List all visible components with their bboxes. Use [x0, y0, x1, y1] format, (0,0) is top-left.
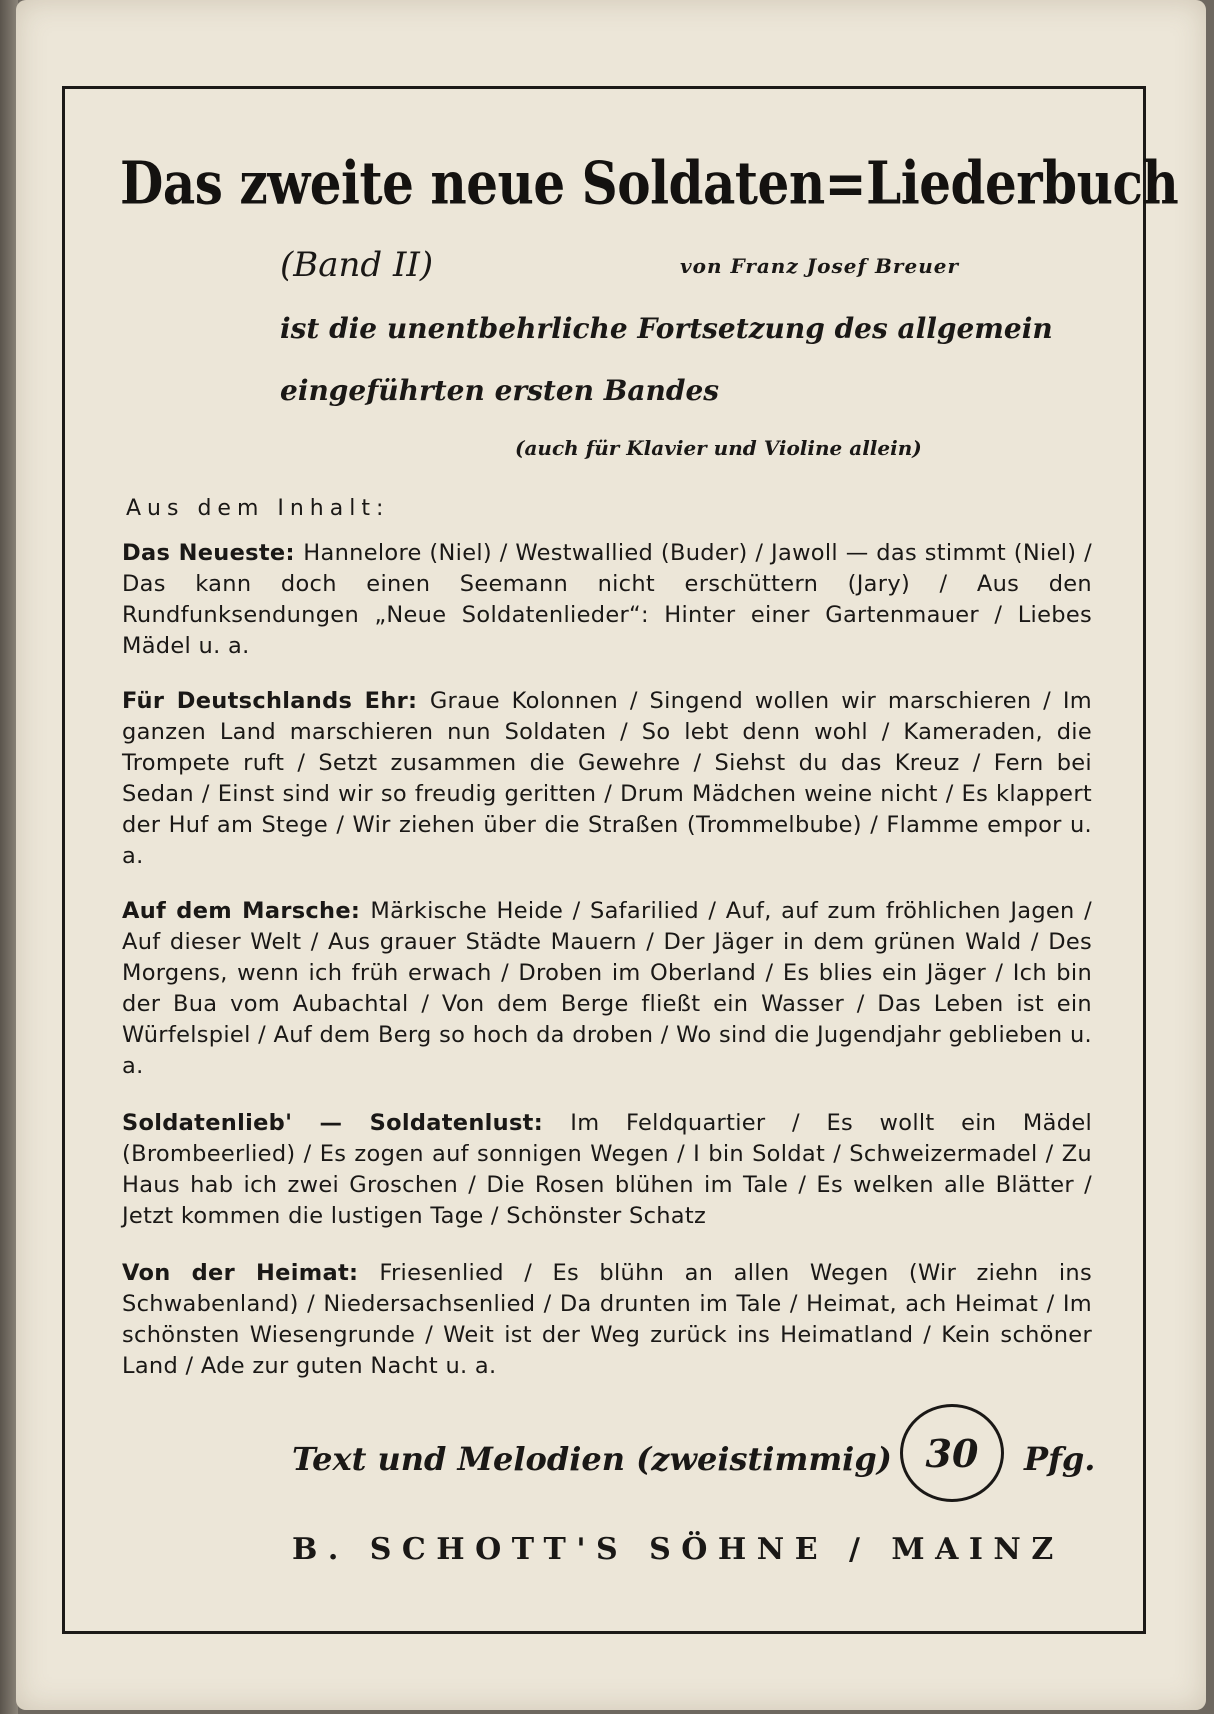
contents-section: [122, 538, 1092, 662]
tagline-line-1: ist die unentbehrliche Fortsetzung des allgemein: [280, 312, 1053, 345]
publisher-imprint: B. SCHOTT'S SÖHNE / MAINZ: [292, 1532, 1064, 1567]
price-unit: Pfg.: [1024, 1440, 1096, 1478]
section-label: Auf dem Marsche:: [122, 898, 371, 924]
price-description: Text und Melodien (zweistimmig): [292, 1440, 892, 1478]
section-song-list: Im Feldquartier / Es wollt ein Mädel (Brombeerlied) / Es zogen auf sonnigen Wegen / I bin Soldat / Schweizermadel / Zu Haus hab ich zwei Groschen / Die Rosen blühen im Tale / Es welken alle Blätter / Jetzt kommen die lustigen Tage / Schönster Schatz: [122, 1110, 1093, 1229]
contents-section: [122, 1108, 1092, 1232]
section-label: Von der Heimat:: [122, 1260, 380, 1286]
section-label: Soldatenlieb' — Soldatenlust:: [122, 1110, 571, 1136]
volume-label: (Band II): [280, 245, 434, 285]
section-song-list: Märkische Heide / Safarilied / Auf, auf zum fröhlichen Jagen / Auf dieser Welt / Aus grauer Städte Mauern / Der Jäger in dem grünen Wald / Des Morgens, wenn ich früh erwach / Droben im Oberland / Es blies ein Jäger / Ich bin der Bua vom Aubachtal / Von dem Berge fließt ein Wasser / Das Leben ist ein Würfelspiel / Auf dem Berg so hoch da droben / Wo sind die Jugendjahr geblieben u. a.: [122, 898, 1092, 1079]
section-song-list: Hannelore (Niel) / Westwallied (Buder) / Jawoll — das stimmt (Niel) / Das kann doch einen Seemann nicht erschüttern (Jary) / Aus den Rundfunksendungen „Neue Soldatenlieder“: Hinter einer Gartenmauer / Liebes Mädel u. a.: [122, 540, 1093, 659]
section-label: Das Neueste:: [122, 540, 304, 566]
contents-section: [122, 896, 1092, 1082]
section-label: Für Deutschlands Ehr:: [122, 688, 430, 714]
section-song-list: Friesenlied / Es blühn an allen Wegen (Wir ziehn ins Schwabenland) / Niedersachsenlied / Da drunten im Tale / Heimat, ach Heimat / Im schönsten Wiesengrunde / Weit ist der Weg zurück ins Heimatland / Kein schöner Land / Ade zur guten Nacht u. a.: [122, 1260, 1092, 1379]
contents-section: [122, 686, 1092, 872]
book-title: Das zweite neue Soldaten=Liederbuch: [120, 148, 1179, 218]
contents-heading: Aus dem Inhalt:: [126, 496, 390, 521]
section-song-list: Graue Kolonnen / Singend wollen wir marschieren / Im ganzen Land marschieren nun Soldaten / So lebt denn wohl / Kameraden, die Trompete ruft / Setzt zusammen die Gewehre / Siehst du das Kreuz / Fern bei Sedan / Einst sind wir so freudig geritten / Drum Mädchen weine nicht / Es klappert der Huf am Stege / Wir ziehen über die Straßen (Trommelbube) / Flamme empor u. a.: [122, 688, 1092, 869]
author-credit: von Franz Josef Breuer: [680, 254, 959, 278]
tagline-line-2: eingeführten ersten Bandes: [280, 374, 720, 407]
contents-section: [122, 1258, 1092, 1382]
instrument-note: (auch für Klavier und Violine allein): [515, 436, 922, 460]
price-badge: 30: [900, 1404, 1004, 1502]
